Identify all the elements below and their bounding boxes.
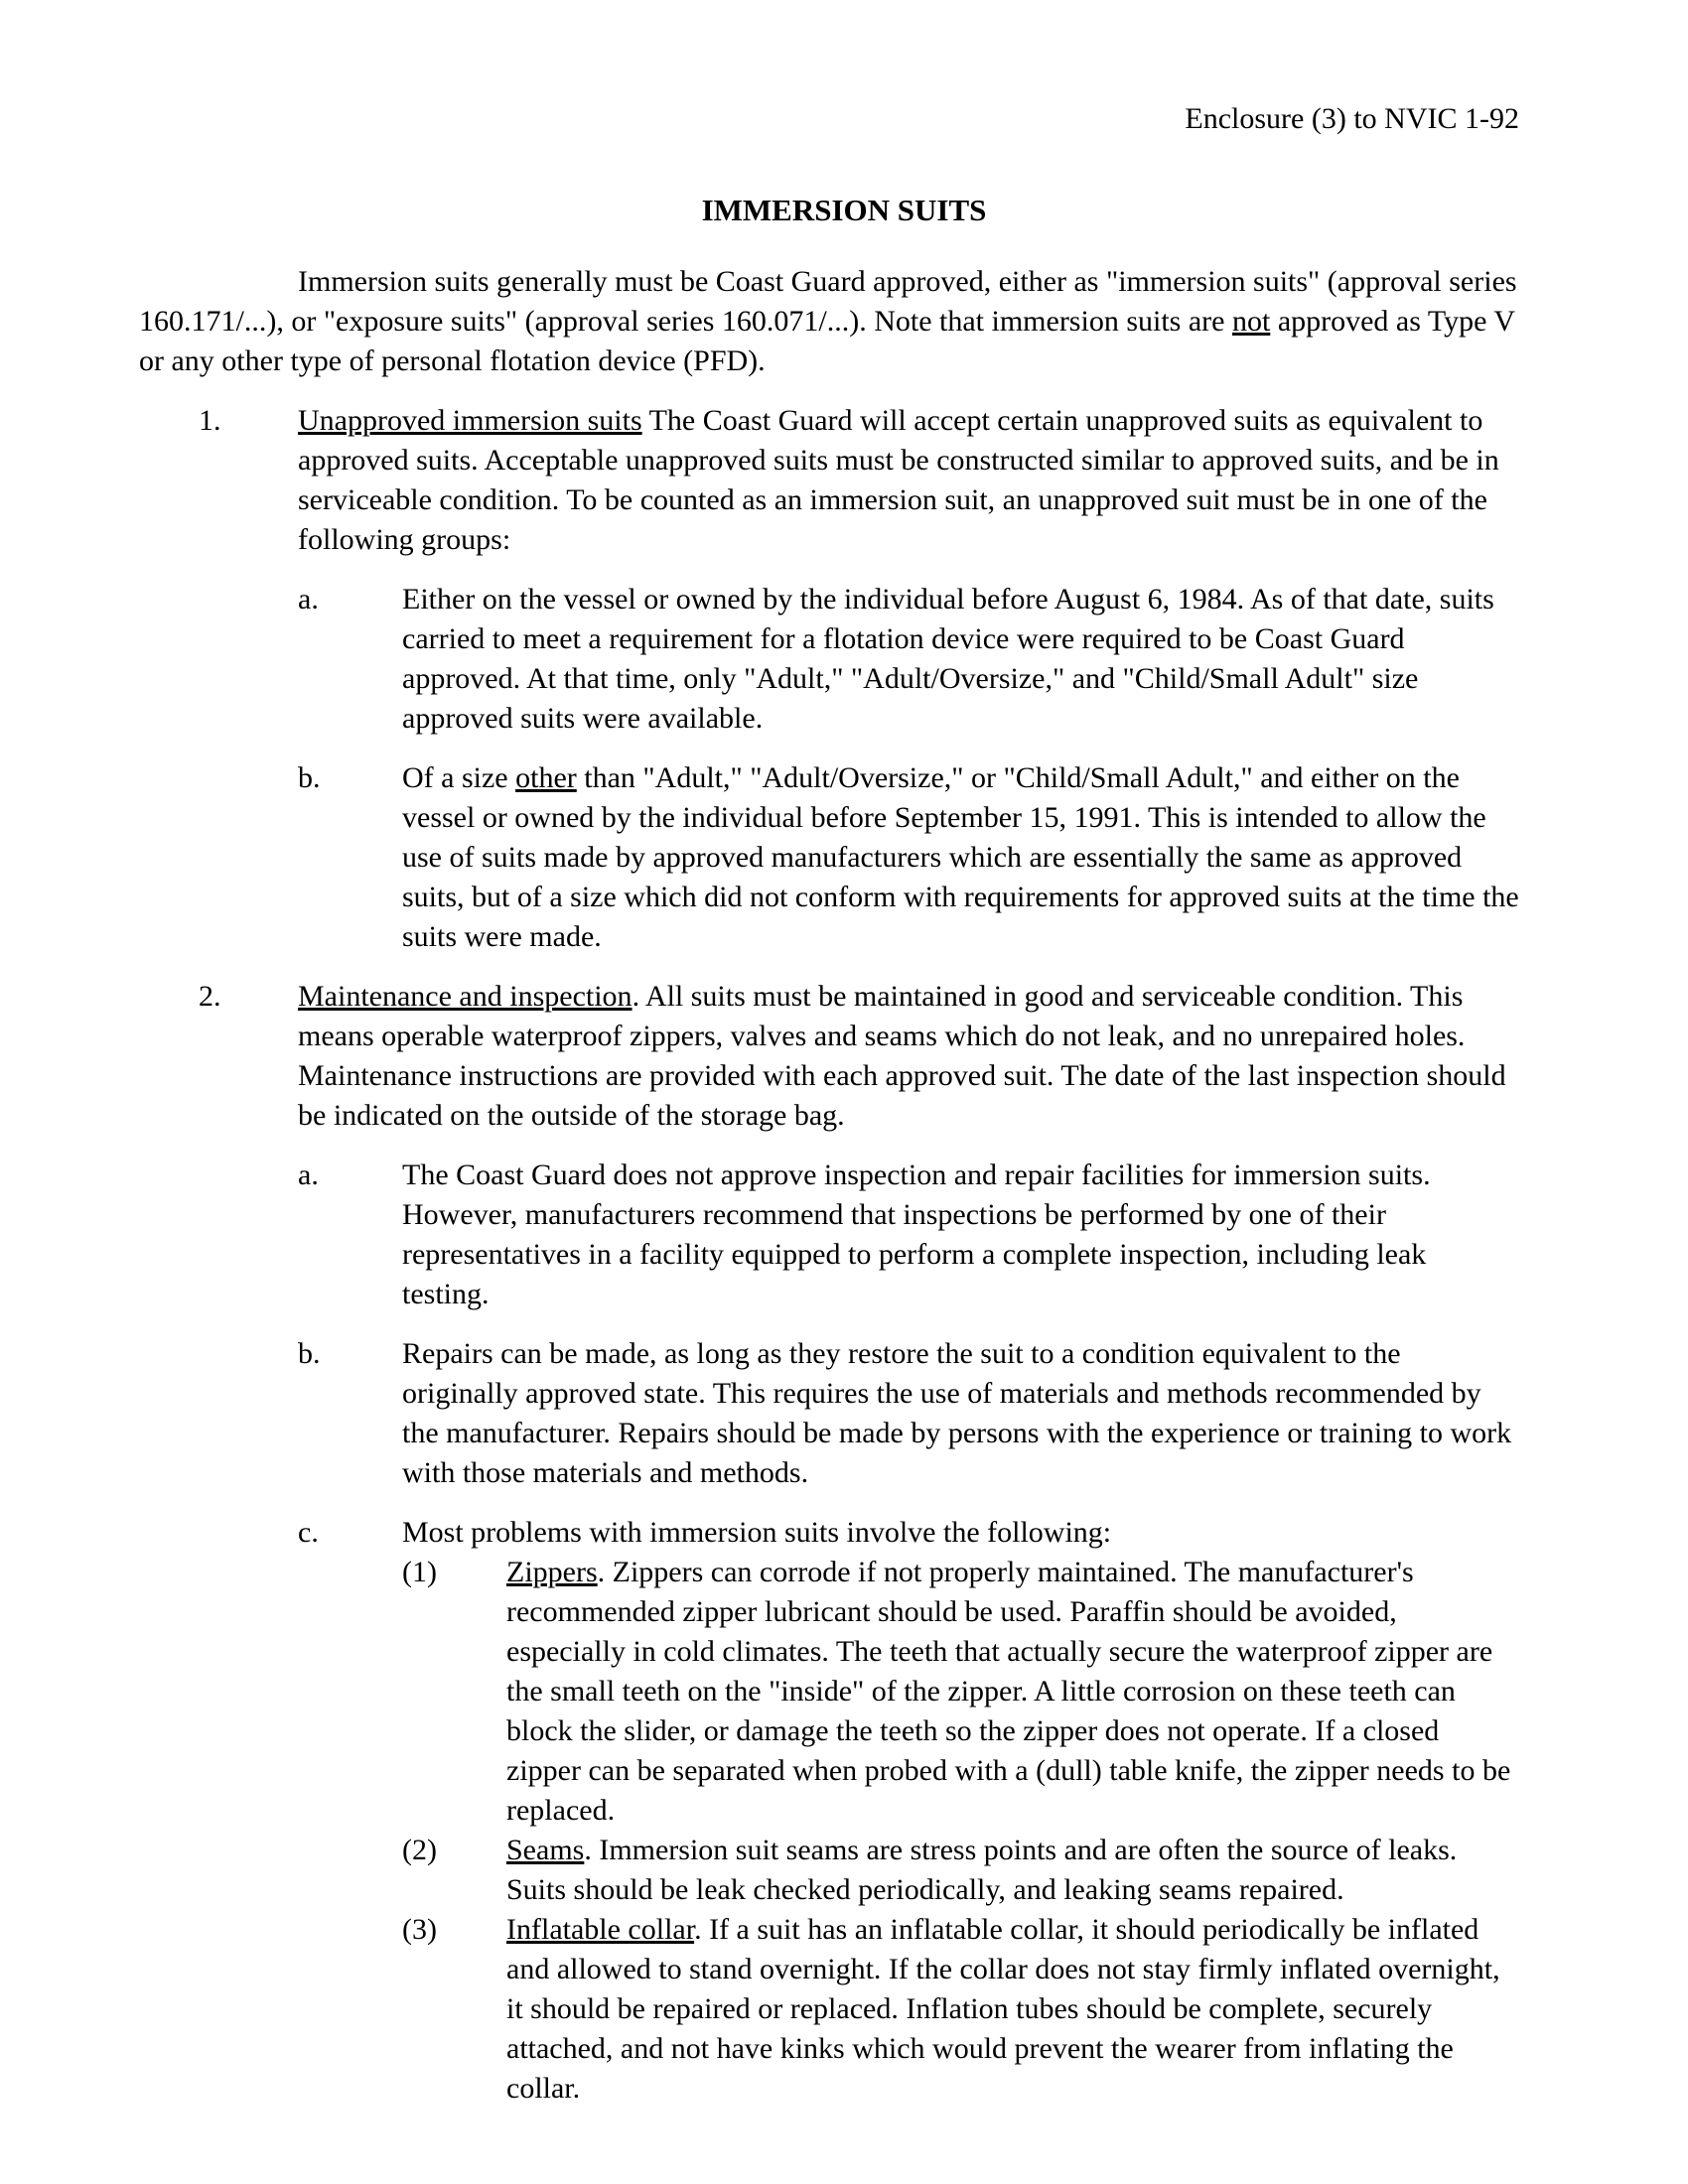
item-1-number: 1. xyxy=(199,404,221,437)
item-1b-text-2: than "Adult," "Adult/Oversize," or "Child/Small Adult," and either on the vessel or owned by the individual before September 15, 1991. This is intended to allow the use of suits made by approved manufacturers which are essentially the same as approved suits, but of a size which did not conform with requirements for approved suits at the time the suits were made. xyxy=(402,761,1519,953)
list-item-2c-3 xyxy=(139,1910,1519,2109)
list-item-2b xyxy=(139,1334,1519,1493)
list-item-2c-2 xyxy=(139,1831,1519,1910)
item-2c1-text: . Zippers can corrode if not properly maintained. The manufacturer's recommended zipper lubricant should be used. Paraffin should be avoided, especially in cold climates. The teeth that actually secure the waterproof zipper are the small teeth on the "inside" of the zipper. A little corrosion on these teeth can block the slider, or damage the teeth so the zipper does not operate. If a closed zipper can be separated when probed with a (dull) table knife, the zipper needs to be replaced. xyxy=(506,1556,1511,1827)
item-1b-paragraph xyxy=(402,758,1519,957)
document-body xyxy=(139,262,1519,2109)
item-2c1-paragraph xyxy=(506,1553,1519,1831)
document-title: IMMERSION SUITS xyxy=(701,193,987,227)
intro-text-2: approved as Type V or any other type of personal flotation device (PFD). xyxy=(139,305,1515,377)
item-1b-text-1: Of a size xyxy=(402,761,516,794)
item-2-paragraph xyxy=(298,977,1519,1136)
item-2c3-paragraph xyxy=(506,1910,1519,2109)
item-2c2-text: . Immersion suit seams are stress points and are often the source of leaks. Suits should be leak checked periodically, and leaking seams repaired. xyxy=(506,1834,1458,1906)
item-2b-text: Repairs can be made, as long as they restore the suit to a condition equivalent to the originally approved state. This requires the use of materials and methods recommended by the manufacturer. Repairs should be made by persons with the experience or training to work with those materials and methods. xyxy=(402,1337,1512,1489)
item-2c-letter: c. xyxy=(298,1516,319,1549)
list-item-1 xyxy=(139,401,1519,560)
list-item-2c-1 xyxy=(139,1553,1519,1831)
item-2c2-paragraph xyxy=(506,1831,1519,1910)
item-2c3-heading: Inflatable collar xyxy=(506,1913,695,1946)
intro-paragraph xyxy=(139,262,1519,381)
intro-underlined-word: not xyxy=(1231,305,1271,338)
item-2c1-marker: (1) xyxy=(402,1556,437,1588)
item-2a-text: The Coast Guard does not approve inspection and repair facilities for immersion suits. However, manufacturers recommend that inspections be performed by one of their representatives in a facility equipped to perform a complete inspection, including leak testing. xyxy=(402,1159,1431,1310)
item-1-heading: Unapproved immersion suits xyxy=(298,404,642,437)
item-2c2-marker: (2) xyxy=(402,1834,437,1866)
item-2c1-heading: Zippers xyxy=(506,1556,598,1588)
item-2c3-marker: (3) xyxy=(402,1913,437,1946)
item-1-paragraph xyxy=(298,401,1519,560)
enclosure-header: Enclosure (3) to NVIC 1-92 xyxy=(1185,102,1519,135)
list-item-2 xyxy=(139,977,1519,1136)
list-item-1a xyxy=(139,580,1519,739)
item-2-heading: Maintenance and inspection xyxy=(298,980,633,1013)
item-2c-text: Most problems with immersion suits involve the following: xyxy=(402,1516,1112,1549)
item-1b-letter: b. xyxy=(298,761,321,794)
item-2c3-text: . If a suit has an inflatable collar, it should periodically be inflated and allowed to stand overnight. If the collar does not stay firmly inflated overnight, it should be repaired or replaced. Inflation tubes should be complete, securely attached, and not have kinks which would prevent the wearer from inflating the collar. xyxy=(506,1913,1500,2105)
item-2b-letter: b. xyxy=(298,1337,321,1370)
list-item-2c xyxy=(139,1513,1519,1553)
item-2-text: . All suits must be maintained in good and serviceable condition. This means operable waterproof zippers, valves and seams which do not leak, and no unrepaired holes. Maintenance instructions are provided with each approved suit. The date of the last inspection should be indicated on the outside of the storage bag. xyxy=(298,980,1506,1132)
item-1-text: The Coast Guard will accept certain unapproved suits as equivalent to approved suits. Acceptable unapproved suits must be constructed similar to approved suits, and be in serviceable condition. To be counted as an immersion suit, an unapproved suit must be in one of the following groups: xyxy=(298,404,1499,556)
item-2a-letter: a. xyxy=(298,1159,319,1191)
item-2-number: 2. xyxy=(199,980,221,1013)
list-item-2a xyxy=(139,1156,1519,1314)
item-1a-text: Either on the vessel or owned by the individual before August 6, 1984. As of that date, suits carried to meet a requirement for a flotation device were required to be Coast Guard approved. At that time, only "Adult," "Adult/Oversize," and "Child/Small Adult" size approved suits were available. xyxy=(402,583,1494,735)
item-1a-letter: a. xyxy=(298,583,319,615)
list-item-1b xyxy=(139,758,1519,957)
item-2c2-heading: Seams xyxy=(506,1834,585,1866)
item-1b-underlined-word: other xyxy=(515,761,577,794)
intro-text-1: Immersion suits generally must be Coast Guard approved, either as "immersion suits" (approval series 160.171/...), or "exposure suits" (approval series 160.071/...). Note that immersion suits are xyxy=(139,265,1517,338)
